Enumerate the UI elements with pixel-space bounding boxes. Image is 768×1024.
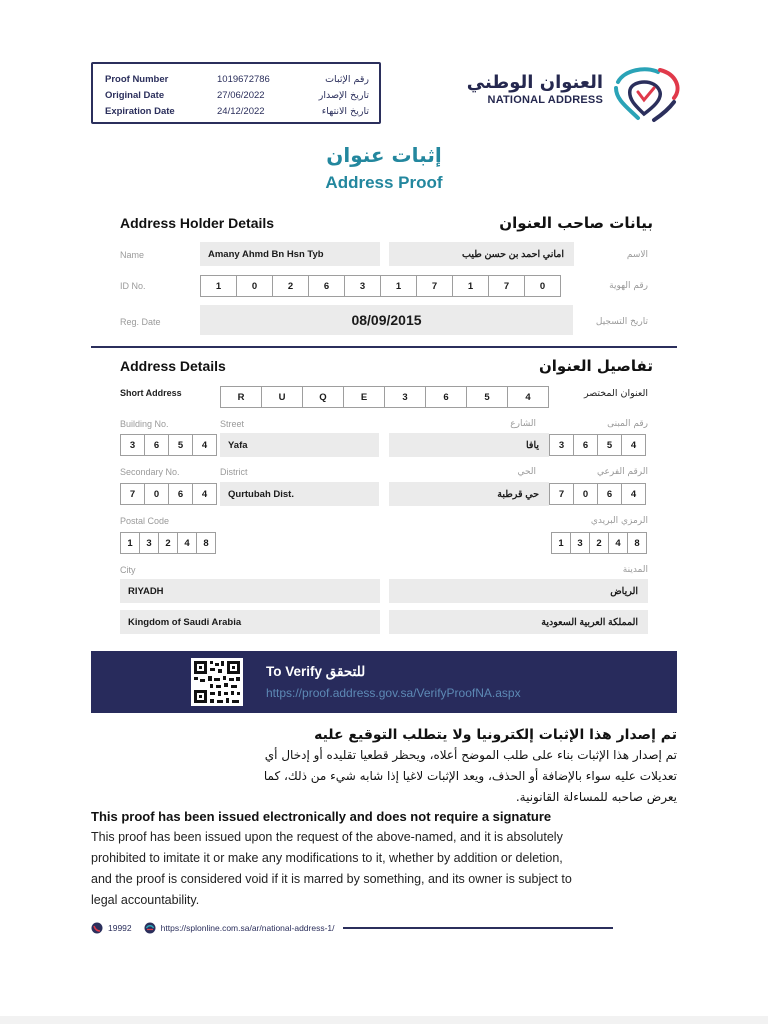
page-bottom-edge (0, 1016, 768, 1024)
logo-text-ar: العنوان الوطني (466, 72, 603, 93)
short-address-boxes (220, 386, 549, 408)
address-heading-en: Address Details (120, 358, 226, 374)
address-heading-ar: تفاصيل العنوان (538, 357, 653, 375)
qr-code-icon[interactable] (191, 658, 243, 706)
secondary-label-ar: الرقم الفرعي (597, 467, 648, 477)
notice-body-ar (91, 745, 677, 808)
postal-digit: 3 (139, 532, 159, 554)
city-ar-field: الرياض (389, 579, 648, 603)
notice-heading-en: This proof has been issued electronically and does not require a signature (91, 809, 552, 824)
notice-line-en: and the proof is considered void if it is marred by something, and its owner is subject to (91, 872, 572, 886)
secondary-digit: 0 (573, 483, 598, 505)
building-digit: 3 (120, 434, 145, 456)
postal-digit: 2 (158, 532, 178, 554)
building-digit: 4 (621, 434, 646, 456)
logo-text-en: NATIONAL ADDRESS (487, 94, 603, 106)
notice-line-en: prohibited to imitate it or make any modifications to it, whether by addition or deletion, (91, 851, 563, 865)
footer (91, 922, 613, 934)
footer-phone: 19992 (108, 923, 132, 933)
postal-code-boxes-en (120, 532, 216, 554)
country-en-field: Kingdom of Saudi Arabia (120, 610, 380, 634)
secondary-number-boxes-ar (549, 483, 646, 505)
country-ar-field: المملكة العربية السعودية (389, 610, 648, 634)
id-digit: 0 (236, 275, 273, 297)
verify-banner (91, 651, 677, 713)
original-date-label: Original Date (105, 90, 165, 101)
expiration-date-label: Expiration Date (105, 106, 175, 117)
notice-line-ar: يعرض صاحبه للمساءلة القانونية. (515, 790, 677, 804)
district-en-field: Qurtubah Dist. (220, 482, 379, 506)
national-address-logo-icon (610, 64, 686, 124)
proof-number-row (93, 74, 379, 90)
postal-digit: 3 (570, 532, 590, 554)
street-label-ar: الشارع (510, 419, 536, 429)
secondary-label: Secondary No. (120, 467, 180, 477)
proof-number-label-ar: رقم الإثبات (325, 74, 369, 85)
web-icon (144, 922, 156, 934)
notice-line-en: legal accountability. (91, 893, 200, 907)
name-ar-field: اماني احمد بن حسن طيب (389, 242, 574, 266)
postal-digit: 8 (196, 532, 216, 554)
proof-info-box (91, 62, 381, 124)
expiration-date-value: 24/12/2022 (217, 106, 265, 117)
secondary-digit: 0 (144, 483, 169, 505)
short-address-char: 5 (466, 386, 508, 408)
postal-digit: 8 (627, 532, 647, 554)
short-address-char: 4 (507, 386, 549, 408)
building-digit: 6 (144, 434, 169, 456)
id-digit: 7 (416, 275, 453, 297)
street-ar-field: يافا (389, 433, 549, 457)
postal-digit: 1 (551, 532, 571, 554)
expiration-date-row (93, 106, 379, 122)
id-digit: 3 (344, 275, 381, 297)
secondary-digit: 4 (621, 483, 646, 505)
id-digit: 1 (380, 275, 417, 297)
notice-heading-ar: تم إصدار هذا الإثبات إلكترونيا ولا يتطلب التوقيع عليه (314, 727, 677, 743)
footer-url[interactable]: https://splonline.com.sa/ar/national-address-1/ (160, 923, 335, 933)
postal-code-label-ar: الرمزي البريدي (590, 516, 648, 526)
building-digit: 4 (192, 434, 217, 456)
short-address-char: U (261, 386, 303, 408)
verify-link[interactable]: https://proof.address.gov.sa/VerifyProofNA.aspx (266, 686, 521, 700)
postal-digit: 4 (608, 532, 628, 554)
document-title-en: Address Proof (325, 173, 443, 192)
building-digit: 6 (573, 434, 598, 456)
id-digit: 0 (524, 275, 561, 297)
city-label: City (120, 565, 136, 575)
id-number-boxes (200, 275, 561, 297)
name-en-field: Amany Ahmd Bn Hsn Tyb (200, 242, 380, 266)
short-address-char: R (220, 386, 262, 408)
district-ar-field: حي قرطبة (389, 482, 549, 506)
building-number-boxes-en (120, 434, 217, 456)
notice-line-ar: تعديلات عليه سواء بالإضافة أو الحذف، ويعد الإثبات لاغيا إذا شابه شيء من ذلك، كما (263, 769, 677, 783)
postal-code-label: Postal Code (120, 516, 170, 526)
expiration-date-label-ar: تاريخ الانتهاء (321, 106, 369, 117)
phone-icon (91, 922, 103, 934)
original-date-label-ar: تاريخ الإصدار (318, 90, 369, 101)
district-label: District (220, 467, 248, 477)
postal-digit: 2 (589, 532, 609, 554)
footer-line (343, 927, 613, 929)
original-date-value: 27/06/2022 (217, 90, 265, 101)
notice-line-ar: تم إصدار هذا الإثبات بناء على طلب الموضح أعلاه، ويحظر قطعيا تقليده أو إدخال أي (264, 748, 677, 762)
building-digit: 5 (168, 434, 193, 456)
id-digit: 7 (488, 275, 525, 297)
holder-heading-ar: بيانات صاحب العنوان (499, 214, 653, 232)
name-label-ar: الاسم (626, 250, 648, 260)
proof-number-label: Proof Number (105, 74, 169, 85)
holder-heading-en: Address Holder Details (120, 215, 275, 231)
postal-code-boxes-ar (551, 532, 647, 554)
notice-line-en: This proof has been issued upon the request of the above-named, and it is absolutely (91, 830, 563, 844)
secondary-digit: 6 (168, 483, 193, 505)
reg-date-label-ar: تاريخ التسجيل (595, 317, 648, 327)
short-address-char: E (343, 386, 385, 408)
reg-date-label: Reg. Date (120, 317, 161, 327)
short-address-char: 6 (425, 386, 467, 408)
secondary-digit: 4 (192, 483, 217, 505)
notice-body-en (91, 827, 681, 911)
reg-date-field: 08/09/2015 (200, 305, 573, 335)
short-address-char: Q (302, 386, 344, 408)
secondary-digit: 6 (597, 483, 622, 505)
secondary-digit: 7 (120, 483, 145, 505)
id-digit: 2 (272, 275, 309, 297)
short-address-char: 3 (384, 386, 426, 408)
street-label: Street (220, 419, 245, 429)
verify-title: To Verify للتحقق (266, 664, 366, 679)
id-digit: 6 (308, 275, 345, 297)
proof-number-value: 1019672786 (217, 74, 270, 85)
postal-digit: 4 (177, 532, 197, 554)
district-label-ar: الحي (517, 467, 536, 477)
name-label: Name (120, 250, 145, 260)
secondary-digit: 7 (549, 483, 574, 505)
section-divider (91, 346, 677, 348)
secondary-number-boxes-en (120, 483, 217, 505)
postal-digit: 1 (120, 532, 140, 554)
short-address-label-ar: العنوان المختصر (583, 388, 648, 399)
id-label: ID No. (120, 281, 146, 291)
id-digit: 1 (200, 275, 237, 297)
street-en-field: Yafa (220, 433, 379, 457)
building-number-boxes-ar (549, 434, 646, 456)
building-digit: 5 (597, 434, 622, 456)
city-label-ar: المدينة (622, 565, 648, 575)
building-digit: 3 (549, 434, 574, 456)
id-label-ar: رقم الهوية (609, 281, 648, 291)
short-address-label: Short Address (120, 388, 182, 398)
city-en-field: RIYADH (120, 579, 380, 603)
document-title-ar: إثبات عنوان (326, 143, 442, 167)
building-label: Building No. (120, 419, 169, 429)
id-digit: 1 (452, 275, 489, 297)
building-label-ar: رقم المبنى (607, 419, 648, 429)
original-date-row (93, 90, 379, 106)
